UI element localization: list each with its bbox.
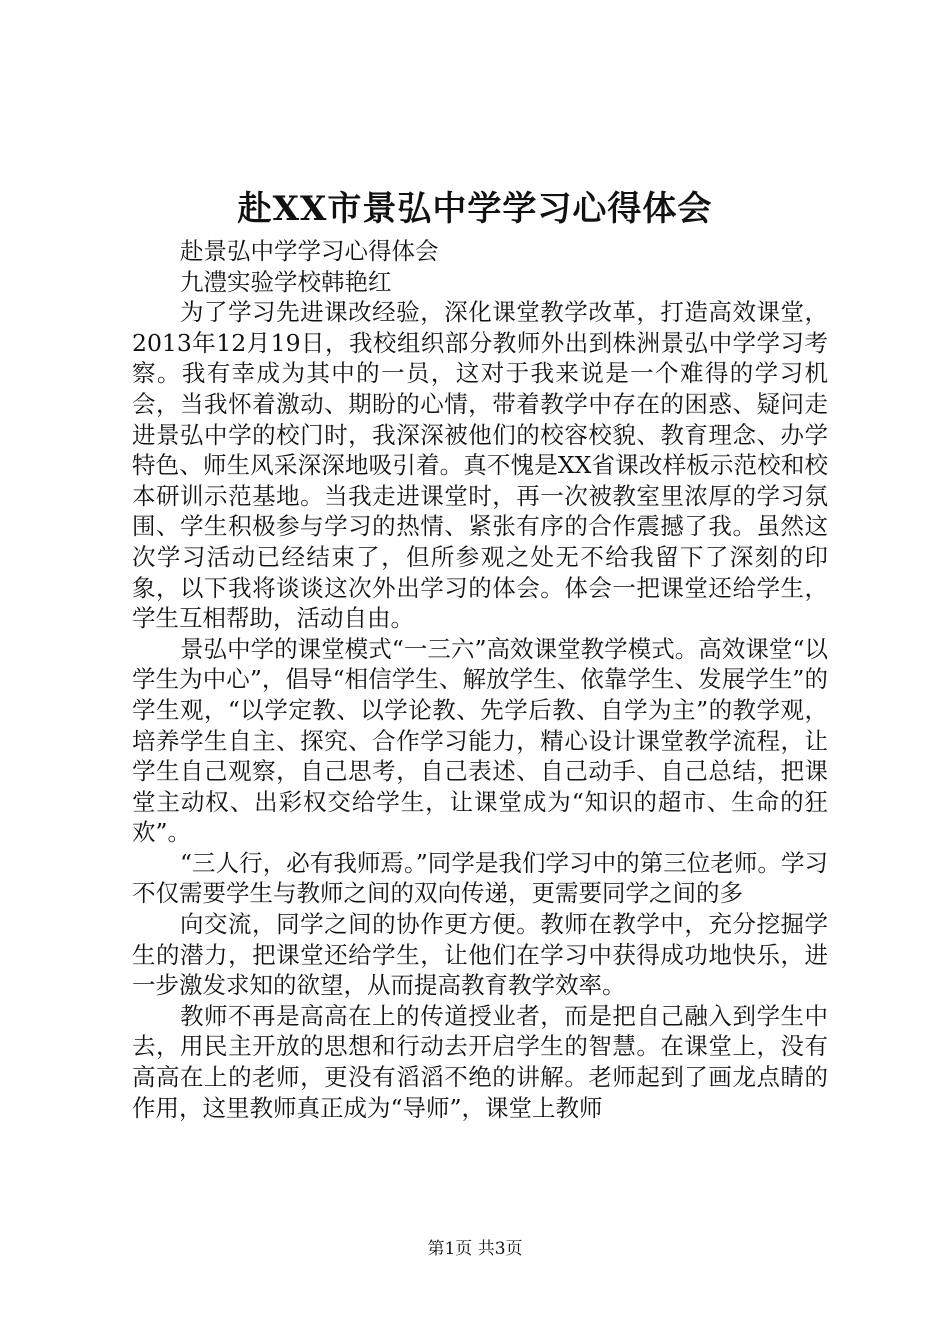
paragraph: 向交流，同学之间的协作更方便。教师在教学中，充分挖掘学生的潜力，把课堂还给学生，让他们在学习中获得成功地快乐，进一步激发求知的欲望，从而提高教育教学效率。: [132, 910, 828, 1000]
paragraph: 景弘中学的课堂模式“一三六”高效课堂教学模式。高效课堂“以学生为中心”，倡导“相信学生、解放学生、依靠学生、发展学生”的学生观，“以学定教、以学论教、先学后教、自学为主”的教学观，培养学生自主、探究、合作学习能力，精心设计课堂教学流程，让学生自己观察，自己思考，自己表述、自己动手、自己总结，把课堂主动权、出彩权交给学生，让课堂成为“知识的超市、生命的狂欢”。: [132, 634, 828, 847]
paragraph: “三人行，必有我师焉。”同学是我们学习中的第三位老师。学习不仅需要学生与教师之间的双向传递，更需要同学之间的多: [132, 848, 828, 908]
author-line: 九澧实验学校韩艳红: [180, 267, 392, 296]
page-footer: 第1页 共3页: [427, 1239, 523, 1259]
document-body: [132, 236, 828, 1123]
subtitle: 赴景弘中学学习心得体会: [180, 237, 439, 265]
paragraph: 教师不再是高高在上的传道授业者，而是把自己融入到学生中去，用民主开放的思想和行动去开启学生的智慧。在课堂上，没有高高在上的老师，更没有滔滔不绝的讲解。老师起到了画龙点睛的作用，这里教师真正成为“导师”，课堂上教师: [132, 1001, 828, 1122]
paragraph: 为了学习先进课改经验，深化课堂教学改革，打造高效课堂，2013年12月19日，我校组织部分教师外出到株洲景弘中学学习考察。我有幸成为其中的一员，这对于我来说是一个难得的学习机会，当我怀着激动、期盼的心情，带着教学中存在的困惑、疑问走进景弘中学的校门时，我深深被他们的校容校貌、教育理念、办学特色、师生风采深深地吸引着。真不愧是XX省课改样板示范校和校本研训示范基地。当我走进课堂时，再一次被教室里浓厚的学习氛围、学生积极参与学习的热情、紧张有序的合作震撼了我。虽然这次学习活动已经结束了，但所参观之处无不给我留下了深刻的印象，以下我将谈谈这次外出学习的体会。体会一把课堂还给学生，学生互相帮助，活动自由。: [132, 298, 828, 633]
document-title: 赴XX市景弘中学学习心得体会: [237, 189, 713, 229]
